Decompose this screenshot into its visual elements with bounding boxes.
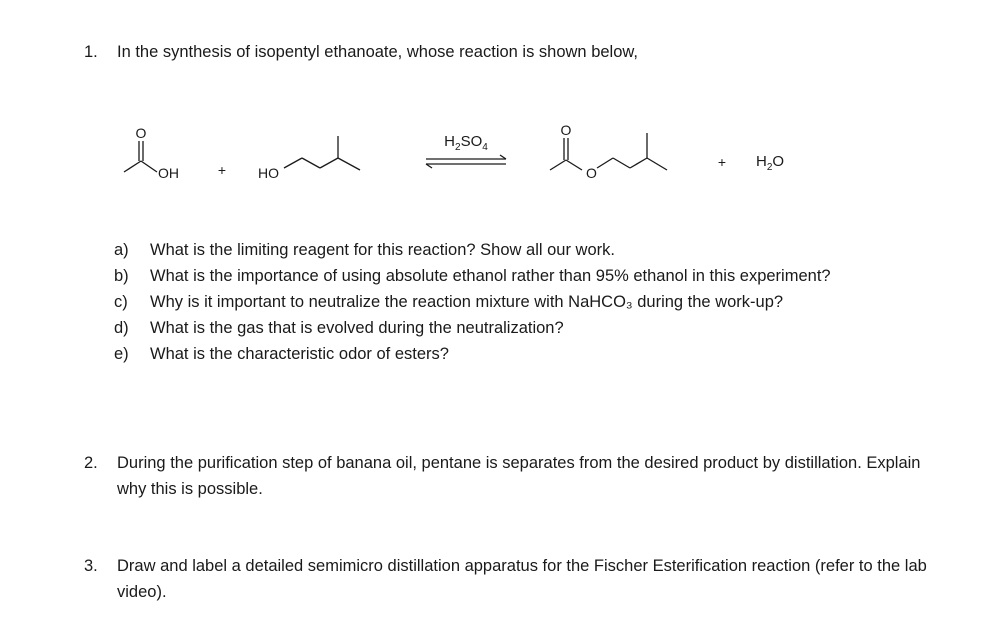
subquestion-letter: e) [114,345,129,363]
subquestion-letter: b) [114,267,129,285]
ester-oxygen: O [586,165,597,181]
catalyst-label: $H_2SO_4$ [444,133,488,153]
subquestion-b [114,263,894,289]
subquestion-letter: d) [114,319,129,337]
subquestion-text: What is the limiting reagent for this reaction? Show all our work. [150,241,615,259]
question-text: In the synthesis of isopentyl ethanoate, whose reaction is shown below, [117,43,638,61]
plus-sign: + [717,154,727,170]
subquestion-text: What is the importance of using absolute ethanol rather than 95% ethanol in this experiment? [150,267,831,285]
subquestion-text: What is the gas that is evolved during the neutralization? [150,319,564,337]
water-label: $H_2O$ [756,153,785,173]
subquestion-text: Why is it important to neutralize the reaction mixture with NaHCO₃ during the work-up? [150,293,784,311]
reaction-arrow-group [426,133,506,168]
subquestion-list [114,237,894,367]
subquestion-c [114,289,894,315]
isopentyl-acetate-structure [550,122,667,181]
reaction-scheme [110,116,810,196]
question-2 [84,450,944,502]
subquestion-a [114,237,894,263]
question-number: 3. [84,557,98,575]
question-text: During the purification step of banana oil, pentane is separates from the desired product by distillation. Explain why this is possible. [117,454,921,498]
plus-sign: + [217,162,227,178]
subquestion-text: What is the characteristic odor of esters? [150,345,449,363]
question-number: 1. [84,43,98,61]
subquestion-e [114,341,894,367]
question-text: Draw and label a detailed semimicro distillation apparatus for the Fischer Esterification reaction (refer to the lab video). [117,557,927,601]
ester-carbonyl-oxygen: O [560,122,572,138]
acetic-acid-structure [124,125,179,181]
subquestion-letter: c) [114,293,128,311]
question-3 [84,553,944,605]
alcohol-hydroxyl: HO [258,165,279,181]
question-1 [84,39,944,65]
acid-carbonyl-oxygen: O [135,125,147,141]
question-number: 2. [84,454,98,472]
isopentyl-alcohol-structure [258,136,360,181]
subquestion-d [114,315,894,341]
subquestion-letter: a) [114,241,129,259]
acid-hydroxyl: OH [158,165,179,181]
